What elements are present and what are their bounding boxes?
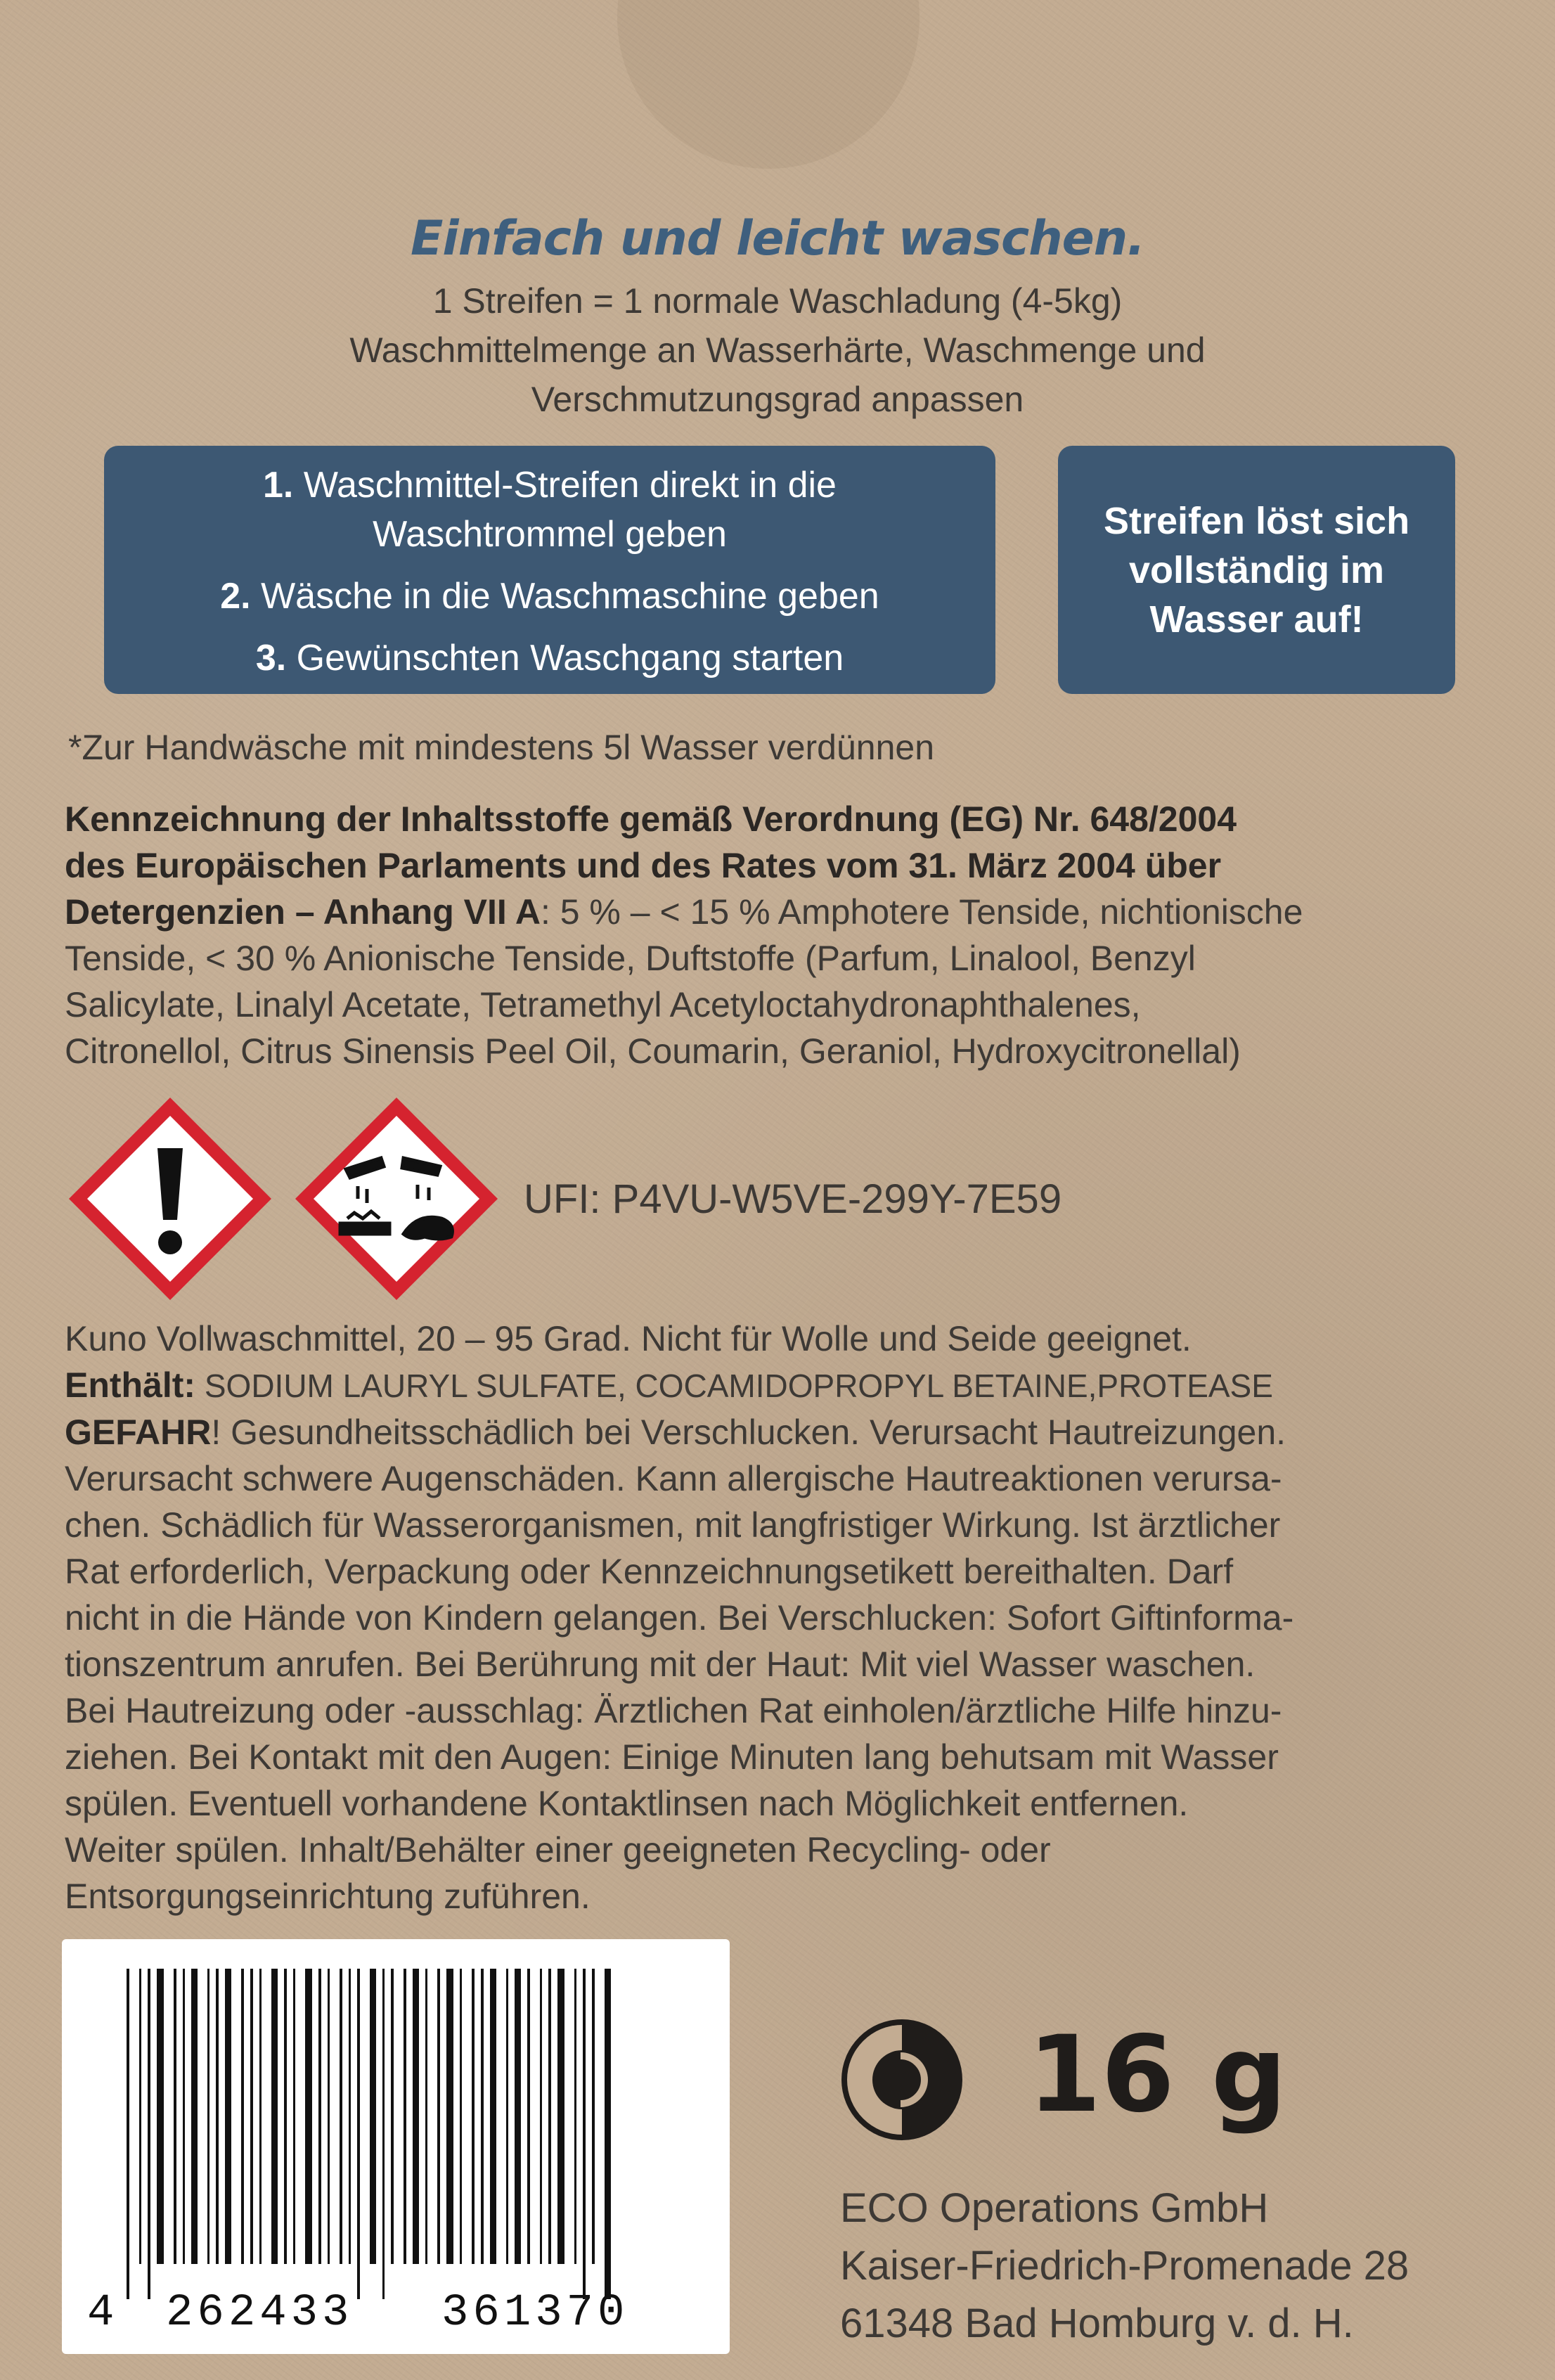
barcode-bar (148, 1969, 150, 2299)
barcode-bar (357, 1969, 360, 2299)
thumb-tab-cutout (617, 0, 920, 169)
barcode-bar (318, 1969, 321, 2264)
barcode-bar (446, 1969, 453, 2264)
barcode-digit-first: 4 (87, 2288, 115, 2339)
exclamation-mark-pictogram (65, 1093, 276, 1304)
barcode-panel (62, 1939, 730, 2354)
step-3 (104, 633, 995, 683)
barcode-bar (382, 1969, 385, 2299)
barcode-bar (404, 1969, 406, 2264)
safety-line (65, 1362, 1499, 1409)
step-text: Wäsche in die Waschmaschine geben (261, 576, 879, 617)
safety-line: Weiter spülen. Inhalt/Behälter einer geeigneten Recycling- oder (65, 1830, 1051, 1870)
manufacturer-address (840, 2180, 1409, 2353)
hand-wash-note: *Zur Handwäsche mit mindestens 5l Wasser verdünnen (68, 728, 935, 767)
safety-line: Kuno Vollwaschmittel, 20 – 95 Grad. Nicht für Wolle und Seide geeignet. (65, 1319, 1192, 1358)
barcode-bar (328, 1969, 330, 2264)
step-number: 1. (263, 465, 294, 506)
safety-line: ziehen. Bei Kontakt mit den Augen: Einige Minuten lang behutsam mit Wasser (65, 1737, 1279, 1777)
headline: Einfach und leicht waschen. (410, 211, 1145, 266)
safety-information (65, 1316, 1499, 1919)
barcode-bar (259, 1969, 262, 2264)
barcode-bar (583, 1969, 586, 2299)
barcode-bar (527, 1969, 530, 2264)
address-line: 61348 Bad Homburg v. d. H. (840, 2301, 1354, 2346)
ingredients-line: Citronellol, Citrus Sinensis Peel Oil, Coumarin, Geraniol, Hydroxycitronellal) (65, 1031, 1241, 1071)
ufi-code: UFI: P4VU-W5VE-299Y-7E59 (524, 1176, 1062, 1222)
barcode-bar (349, 1969, 351, 2264)
corrosion-pictogram (291, 1093, 502, 1304)
ean-barcode (62, 1939, 730, 2354)
barcode-bar (574, 1969, 576, 2264)
barcode-bar (605, 1969, 611, 2299)
safety-line: Verursacht schwere Augenschäden. Kann allergische Hautreaktionen verursa- (65, 1459, 1282, 1498)
barcode-bar (391, 1969, 394, 2264)
ingredients-line: Tenside, < 30 % Anionische Tenside, Duftstoffe (Parfum, Linalool, Benzyl (65, 939, 1196, 978)
barcode-bar (293, 1969, 295, 2264)
barcode-bar (139, 1969, 141, 2264)
barcode-bar (225, 1969, 231, 2264)
barcode-bar (127, 1969, 129, 2299)
safety-line: spülen. Eventuell vorhandene Kontaktlinsen nach Möglichkeit entfernen. (65, 1784, 1189, 1823)
barcode-bar (460, 1969, 462, 2264)
safety-line: chen. Schädlich für Wasserorganismen, mit langfristiger Wirkung. Ist ärztlicher (65, 1505, 1281, 1545)
ingredients-line: des Europäischen Parlaments und des Rates vom 31. März 2004 über (65, 846, 1222, 885)
barcode-digits-left: 262433 (166, 2288, 354, 2339)
barcode-bar (506, 1969, 508, 2264)
barcode-bar (481, 1969, 484, 2264)
barcode-bar (191, 1969, 198, 2264)
barcode-bar (370, 1969, 376, 2264)
barcode-bar (548, 1969, 551, 2264)
ingredients-annex-label: Detergenzien – Anhang VII A (65, 892, 541, 932)
barcode-bar (413, 1969, 419, 2264)
barcode-bar (271, 1969, 278, 2264)
ingredients-line (65, 889, 1499, 935)
danger-label: GEFAHR (65, 1413, 212, 1452)
barcode-bar (305, 1969, 312, 2264)
steps-panel (104, 446, 995, 694)
barcode-bar (174, 1969, 176, 2264)
intro-line: Verschmutzungsgrad anpassen (531, 380, 1024, 419)
intro-text (0, 276, 1555, 424)
ingredients-line: Salicylate, Linalyl Acetate, Tetramethyl Acetyloctahydronaphthalenes, (65, 985, 1141, 1024)
barcode-bar (340, 1969, 342, 2264)
safety-line: Entsorgungseinrichtung zuführen. (65, 1877, 591, 1916)
address-line: ECO Operations GmbH (840, 2185, 1269, 2231)
barcode-bar (515, 1969, 521, 2264)
address-line: Kaiser-Friedrich-Promenade 28 (840, 2243, 1409, 2289)
step-text: Gewünschten Waschgang starten (296, 638, 844, 678)
barcode-bar (592, 1969, 595, 2264)
ingredients-line: Kennzeichnung der Inhaltsstoffe gemäß Verordnung (EG) Nr. 648/2004 (65, 799, 1237, 839)
barcode-digits-right: 361370 (441, 2288, 629, 2339)
barcode-bar (284, 1969, 287, 2264)
green-dot-icon (839, 2009, 965, 2150)
safety-line (65, 1409, 1499, 1455)
dissolve-note: Streifen löst sich vollständig im Wasser auf! (1103, 499, 1410, 641)
contains-label: Enthält: (65, 1365, 196, 1405)
barcode-bar (425, 1969, 427, 2264)
step-text: Waschtrommel geben (373, 514, 727, 555)
step-number: 3. (255, 638, 287, 678)
barcode-bar (472, 1969, 475, 2264)
intro-line: 1 Streifen = 1 normale Waschladung (4-5kg) (432, 281, 1123, 321)
step-1 (104, 461, 995, 510)
net-weight: 16 g (1028, 2014, 1287, 2136)
contains-value: SODIUM LAURYL SULFATE, COCAMIDOPROPYL BETAINE,PROTEASE (195, 1368, 1273, 1404)
barcode-bar (157, 1969, 164, 2264)
barcode-bar (490, 1969, 496, 2264)
barcode-bar (183, 1969, 185, 2264)
barcode-bar (250, 1969, 253, 2264)
barcode-bar (437, 1969, 440, 2264)
barcode-bar (216, 1969, 219, 2264)
dissolve-note-panel (1058, 446, 1455, 694)
barcode-bar (557, 1969, 564, 2264)
ingredients-declaration (65, 796, 1499, 1074)
barcode-bar (540, 1969, 542, 2264)
step-number: 2. (220, 576, 251, 617)
step-2 (104, 572, 995, 621)
danger-text: ! Gesundheitsschädlich bei Verschlucken. Verursacht Hautreizungen. (211, 1413, 1286, 1452)
step-text: Waschmittel-Streifen direkt in die (303, 465, 837, 506)
safety-line: tionszentrum anrufen. Bei Berührung mit der Haut: Mit viel Wasser waschen. (65, 1645, 1256, 1684)
safety-line: nicht in die Hände von Kindern gelangen. Bei Verschlucken: Sofort Giftinforma- (65, 1598, 1294, 1638)
safety-line: Bei Hautreizung oder -ausschlag: Ärztlichen Rat einholen/ärztliche Hilfe hinzu- (65, 1691, 1282, 1730)
step-1-continued (104, 510, 995, 559)
barcode-bar (241, 1969, 244, 2264)
intro-line: Waschmittelmenge an Wasserhärte, Waschmenge und (349, 330, 1206, 370)
safety-line: Rat erforderlich, Verpackung oder Kennzeichnungsetikett bereithalten. Darf (65, 1552, 1234, 1591)
ingredients-text: : 5 % – < 15 % Amphotere Tenside, nichtionische (540, 892, 1303, 932)
barcode-bar (207, 1969, 209, 2264)
